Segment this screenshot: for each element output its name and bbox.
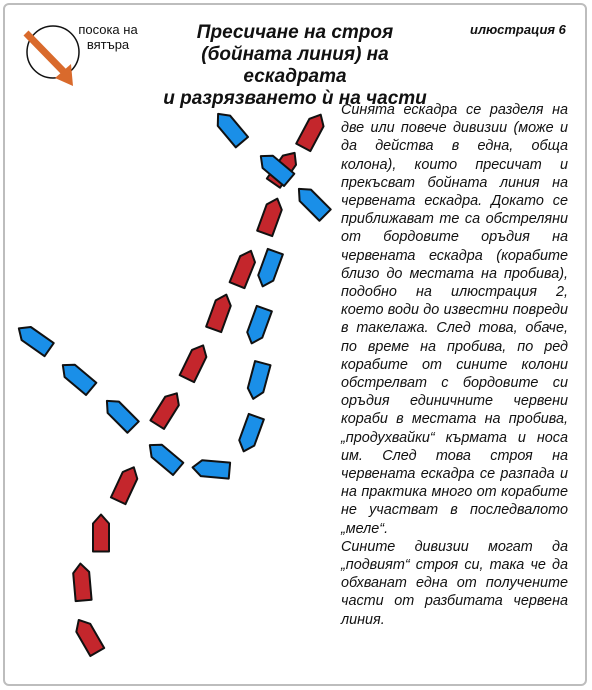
blue-ship-21 <box>101 395 138 432</box>
title-line-3: и разрязването ѝ на части <box>163 88 427 109</box>
red-ship-0 <box>296 111 327 151</box>
red-ship-10 <box>72 616 104 656</box>
blue-ship-11 <box>212 109 248 148</box>
blue-ship-17 <box>236 414 264 454</box>
page-title <box>150 22 440 110</box>
blue-ship-13 <box>293 183 330 220</box>
description-text <box>341 101 568 629</box>
red-ship-4 <box>206 292 234 332</box>
blue-ship-19 <box>14 322 53 356</box>
red-ship-2 <box>257 196 285 236</box>
description-paragraph-2: Сините дивизии могат да „подвият“ строя си, така че да обхванат една от получените части от разбитата червена линия. <box>341 538 568 628</box>
blue-ship-18 <box>192 459 230 478</box>
blue-ship-20 <box>58 359 97 395</box>
blue-ship-15 <box>244 306 272 346</box>
ships-group <box>14 109 330 656</box>
description-paragraph-1: Синята ескадра се разделя на две или повече дивизии (може и да действа в една, обща колона), които пресичат и прекъсват бойната линия на червената ескадра. Докато се приближават те са обстреляни от бордовите оръдия на червената ескадра (корабите близо до местата на пробива), подобно на илюстрация 2, което води до известни повреди в такелажа. След това, обаче, по време на пробива, по ред корабите от сините колони обстрелват с бордовите си оръдия единичните червени кораби в местата на пробива, „продухвайки“ кърмата и носа им. След това строя на червената ескадра се разпада и на практика много от корабите не участват в последвалото „меле“. <box>341 102 568 537</box>
red-ship-7 <box>111 464 141 504</box>
wind-direction-label: посока на вятъра <box>78 22 138 52</box>
red-ship-6 <box>150 389 183 429</box>
red-ship-3 <box>230 248 259 288</box>
red-ship-8 <box>93 515 109 552</box>
blue-ship-22 <box>145 439 184 475</box>
title-line-1: Пресичане на строя <box>196 22 394 43</box>
blue-ship-14 <box>255 249 283 289</box>
title-line-2: (бойната линия) на ескадрата <box>201 44 389 87</box>
red-ship-9 <box>72 563 91 601</box>
red-ship-5 <box>180 342 211 382</box>
illustration-number: илюстрация 6 <box>470 22 566 37</box>
blue-ship-16 <box>245 361 270 401</box>
